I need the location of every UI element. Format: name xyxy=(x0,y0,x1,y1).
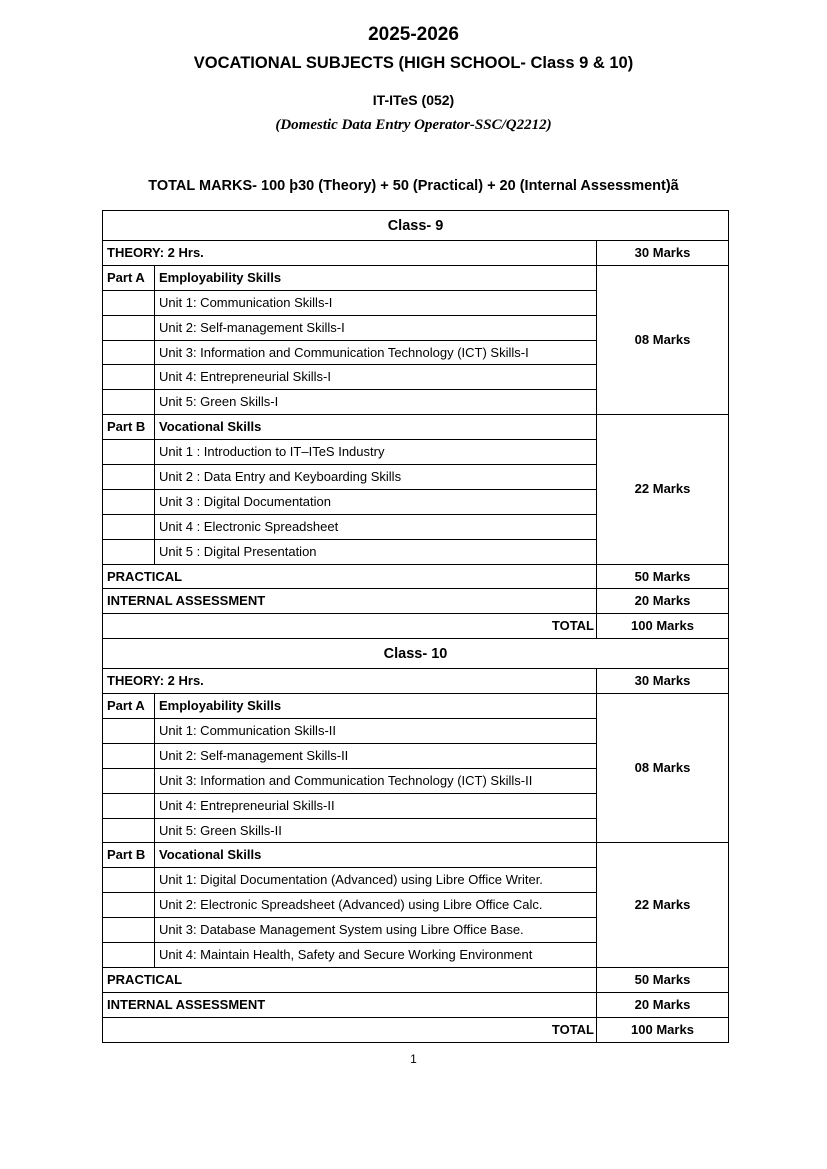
empty-cell xyxy=(103,290,155,315)
total-row xyxy=(103,614,729,639)
document-subtitle: VOCATIONAL SUBJECTS (HIGH SCHOOL- Class 9 & 10) xyxy=(193,54,634,72)
theory-marks: 30 Marks xyxy=(597,669,729,694)
part-b-label: Part B xyxy=(103,415,155,440)
marks-table xyxy=(102,210,729,1043)
part-b-header-row xyxy=(103,843,729,868)
unit-name: Unit 2: Self-management Skills-I xyxy=(155,315,597,340)
subject-code: IT-ITeS (052) xyxy=(372,92,455,108)
empty-cell xyxy=(103,489,155,514)
practical-label: PRACTICAL xyxy=(103,564,597,589)
empty-cell xyxy=(103,943,155,968)
internal-marks: 20 Marks xyxy=(597,992,729,1017)
internal-row xyxy=(103,589,729,614)
part-b-marks: 22 Marks xyxy=(597,415,729,564)
total-marks-summary: TOTAL MARKS- 100 þ30 (Theory) + 50 (Practical) + 20 (Internal Assessment)ã xyxy=(148,178,679,194)
unit-name: Unit 5 : Digital Presentation xyxy=(155,539,597,564)
part-b-title: Vocational Skills xyxy=(155,843,597,868)
unit-name: Unit 2 : Data Entry and Keyboarding Skills xyxy=(155,465,597,490)
total-row xyxy=(103,1017,729,1042)
unit-name: Unit 5: Green Skills-I xyxy=(155,390,597,415)
theory-row xyxy=(103,669,729,694)
unit-name: Unit 3: Database Management System using Libre Office Base. xyxy=(155,918,597,943)
part-a-header-row xyxy=(103,265,729,290)
unit-name: Unit 1: Digital Documentation (Advanced) using Libre Office Writer. xyxy=(155,868,597,893)
empty-cell xyxy=(103,465,155,490)
part-a-label: Part A xyxy=(103,265,155,290)
empty-cell xyxy=(103,793,155,818)
empty-cell xyxy=(103,365,155,390)
empty-cell xyxy=(103,390,155,415)
empty-cell xyxy=(103,918,155,943)
class-header-row xyxy=(103,211,729,241)
theory-label: THEORY: 2 Hrs. xyxy=(103,669,597,694)
empty-cell xyxy=(103,340,155,365)
unit-name: Unit 4: Entrepreneurial Skills-I xyxy=(155,365,597,390)
theory-marks: 30 Marks xyxy=(597,241,729,266)
unit-name: Unit 3 : Digital Documentation xyxy=(155,489,597,514)
practical-row xyxy=(103,967,729,992)
unit-name: Unit 5: Green Skills-II xyxy=(155,818,597,843)
job-role: (Domestic Data Entry Operator-SSC/Q2212) xyxy=(275,117,552,133)
total-marks: 100 Marks xyxy=(597,1017,729,1042)
empty-cell xyxy=(103,768,155,793)
empty-cell xyxy=(103,868,155,893)
unit-name: Unit 1 : Introduction to IT–ITeS Industry xyxy=(155,440,597,465)
document-year: 2025-2026 xyxy=(368,24,459,45)
empty-cell xyxy=(103,743,155,768)
part-a-title: Employability Skills xyxy=(155,694,597,719)
page-number: 1 xyxy=(410,1052,417,1066)
part-a-label: Part A xyxy=(103,694,155,719)
practical-row xyxy=(103,564,729,589)
class-title: Class- 9 xyxy=(103,211,729,241)
part-a-title: Employability Skills xyxy=(155,265,597,290)
part-a-header-row xyxy=(103,694,729,719)
total-marks: 100 Marks xyxy=(597,614,729,639)
empty-cell xyxy=(103,514,155,539)
unit-name: Unit 4 : Electronic Spreadsheet xyxy=(155,514,597,539)
part-b-title: Vocational Skills xyxy=(155,415,597,440)
practical-marks: 50 Marks xyxy=(597,564,729,589)
unit-name: Unit 1: Communication Skills-I xyxy=(155,290,597,315)
unit-name: Unit 2: Electronic Spreadsheet (Advanced) using Libre Office Calc. xyxy=(155,893,597,918)
internal-label: INTERNAL ASSESSMENT xyxy=(103,992,597,1017)
class-header-row xyxy=(103,639,729,669)
unit-name: Unit 4: Maintain Health, Safety and Secure Working Environment xyxy=(155,943,597,968)
part-b-header-row xyxy=(103,415,729,440)
empty-cell xyxy=(103,539,155,564)
part-a-marks: 08 Marks xyxy=(597,694,729,843)
total-label: TOTAL xyxy=(103,1017,597,1042)
unit-name: Unit 4: Entrepreneurial Skills-II xyxy=(155,793,597,818)
theory-label: THEORY: 2 Hrs. xyxy=(103,241,597,266)
total-label: TOTAL xyxy=(103,614,597,639)
empty-cell xyxy=(103,440,155,465)
empty-cell xyxy=(103,893,155,918)
practical-marks: 50 Marks xyxy=(597,967,729,992)
unit-name: Unit 2: Self-management Skills-II xyxy=(155,743,597,768)
class-title: Class- 10 xyxy=(103,639,729,669)
empty-cell xyxy=(103,719,155,744)
internal-row xyxy=(103,992,729,1017)
theory-row xyxy=(103,241,729,266)
part-b-label: Part B xyxy=(103,843,155,868)
unit-name: Unit 1: Communication Skills-II xyxy=(155,719,597,744)
empty-cell xyxy=(103,315,155,340)
practical-label: PRACTICAL xyxy=(103,967,597,992)
unit-name: Unit 3: Information and Communication Technology (ICT) Skills-II xyxy=(155,768,597,793)
empty-cell xyxy=(103,818,155,843)
part-a-marks: 08 Marks xyxy=(597,265,729,414)
internal-marks: 20 Marks xyxy=(597,589,729,614)
internal-label: INTERNAL ASSESSMENT xyxy=(103,589,597,614)
unit-name: Unit 3: Information and Communication Technology (ICT) Skills-I xyxy=(155,340,597,365)
part-b-marks: 22 Marks xyxy=(597,843,729,967)
